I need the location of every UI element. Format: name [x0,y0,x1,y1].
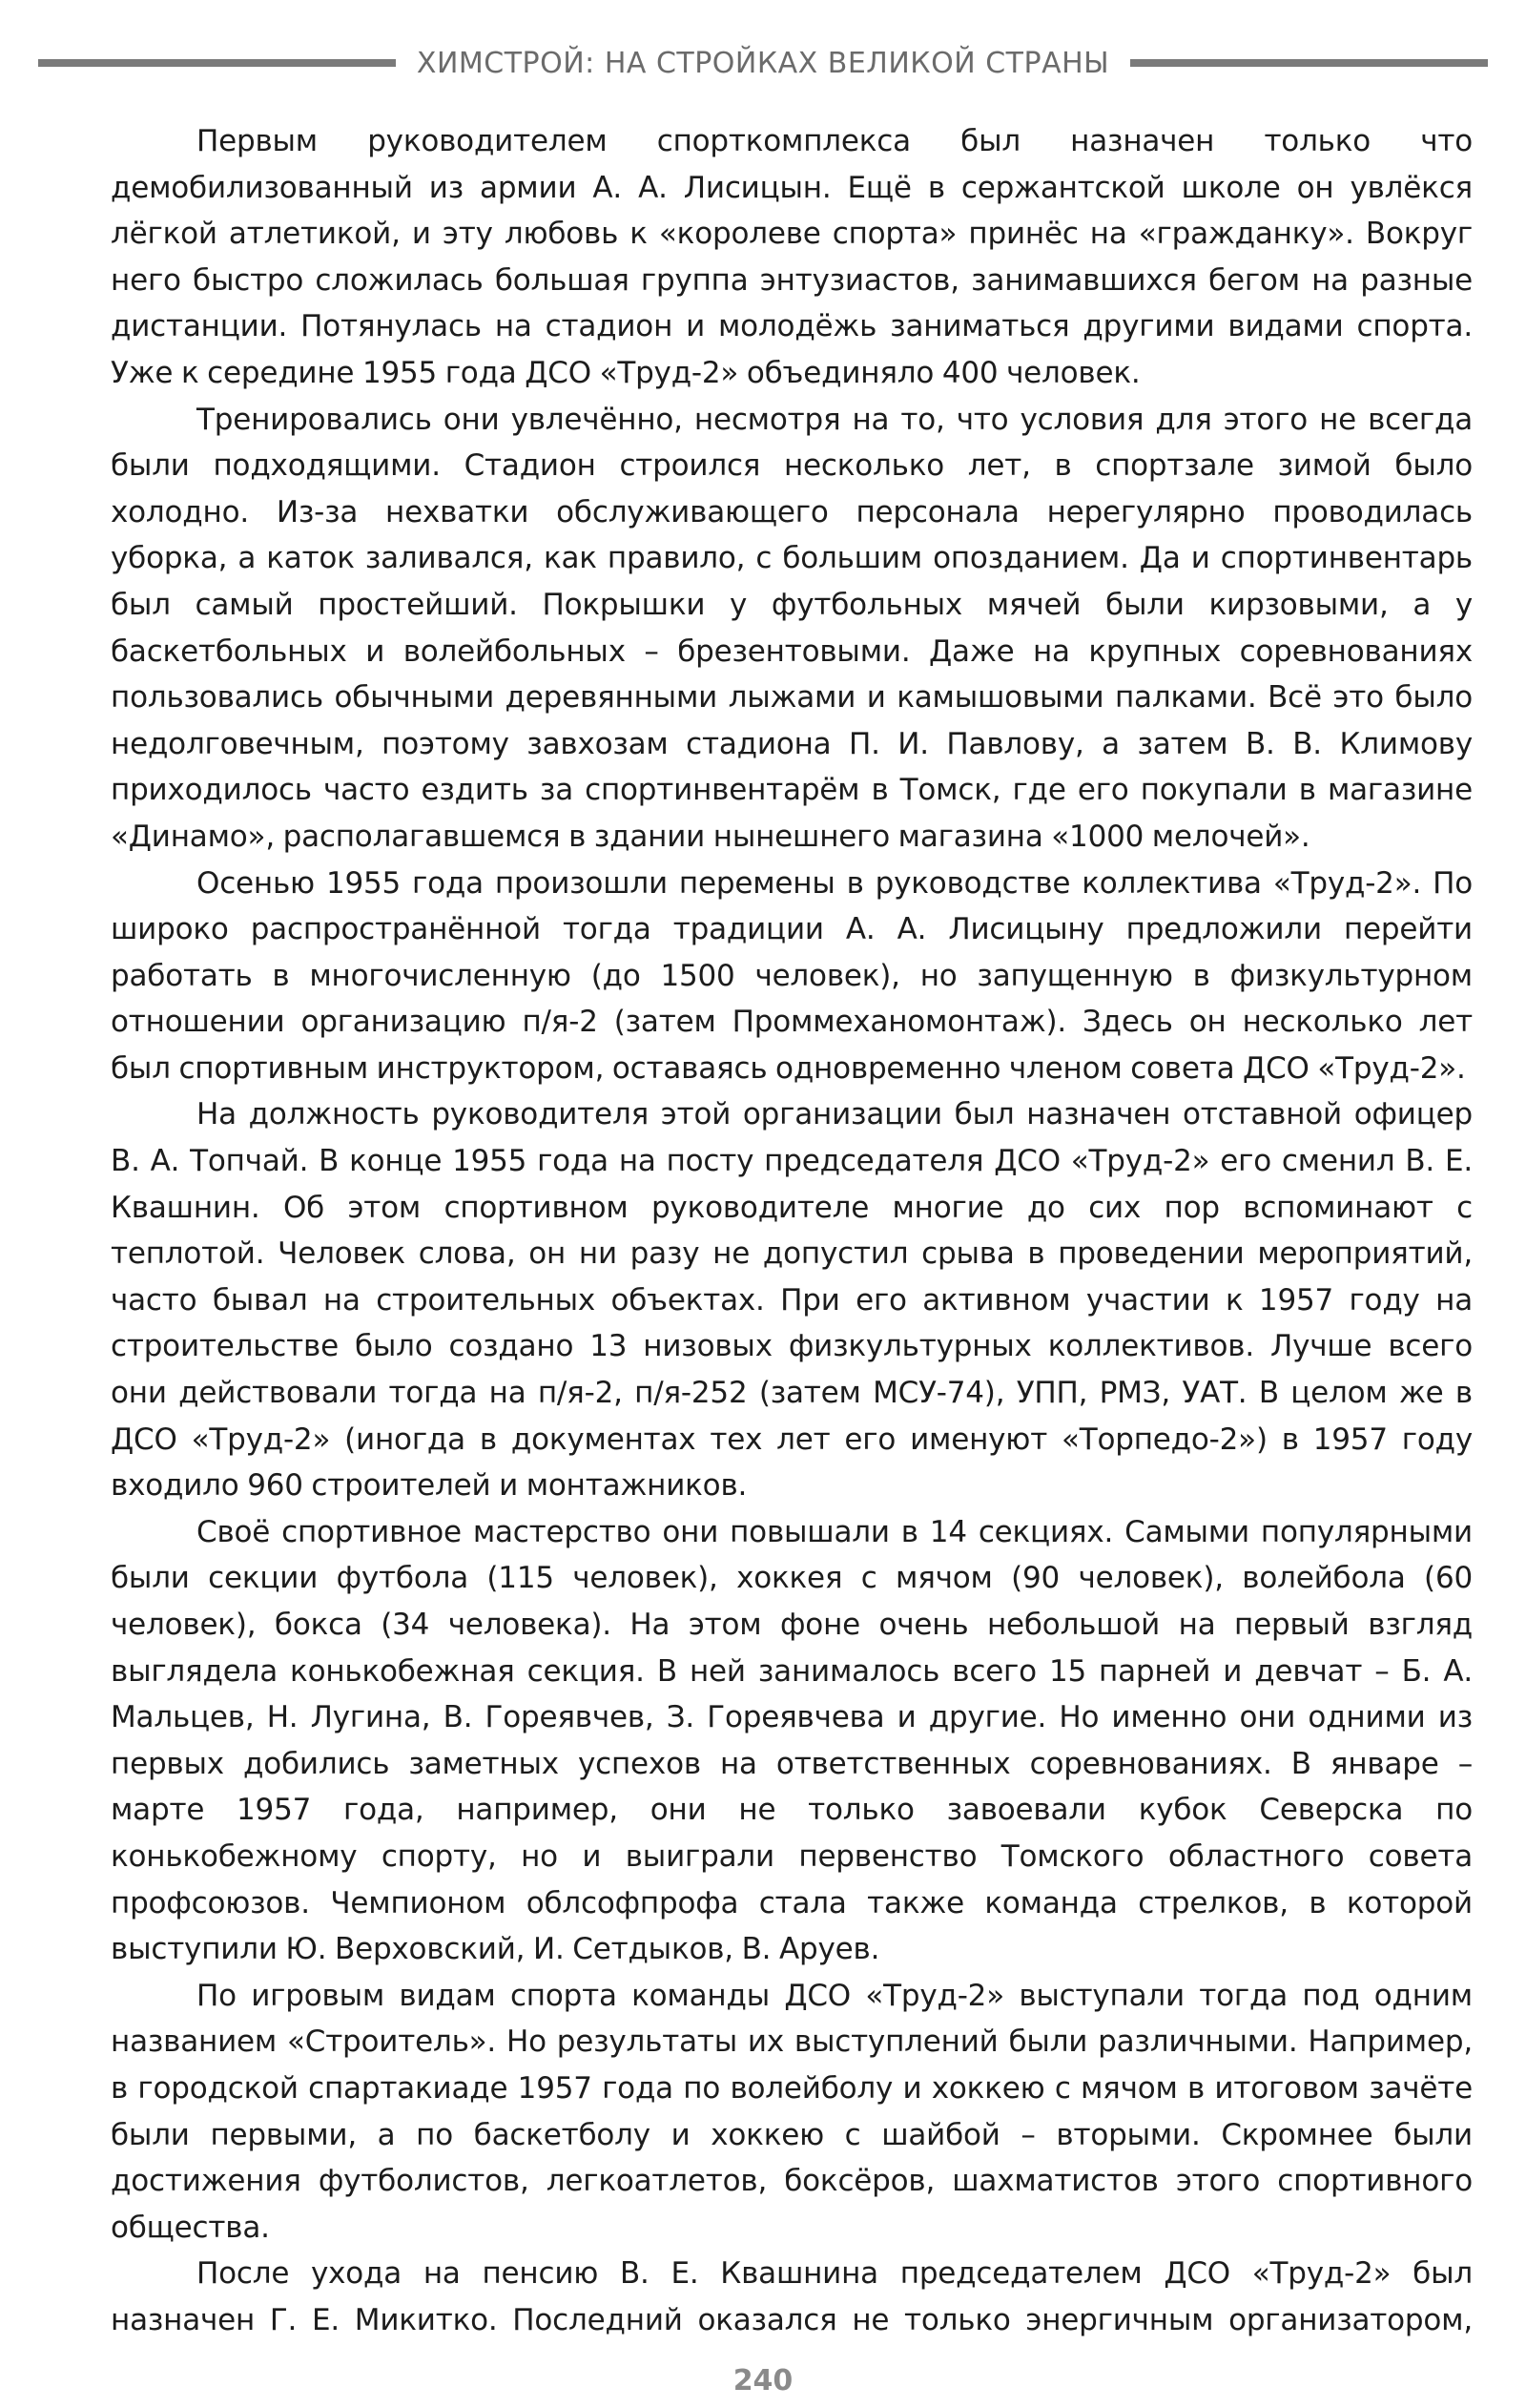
paragraph: Первым руководителем спорткомплекса был назначен только что демобилизованный из армии А. А. Лисицын. Ещё в сержантской школе он увлёкся лёгкой атлетикой, и эту любовь к «королеве спорта» принёс на «гражданку». Вокруг него быстро сложилась большая группа энтузиастов, занимавшихся бегом на разные дистанции. Потянулась на стадион и молодёжь заниматься другими видами спорта. Уже к середине 1955 года ДСО «Труд-2» объединяло 400 человек. [111,124,1473,390]
header-rule-left [38,59,396,67]
paragraph: Своё спортивное мастерство они повышали в 14 секциях. Самыми популярными были секции футбола (115 человек), хоккея с мячом (90 человек), волейбола (60 человек), бокса (34 человека). На этом фоне очень небольшой на первый взгляд выглядела конькобежная секция. В ней занималось всего 15 парней и девчат – Б. А. Мальцев, Н. Лугина, В. Гореявчев, З. Гореявчева и другие. Но именно они одними из первых добились заметных успехов на ответственных соревнованиях. В январе – марте 1957 года, например, они не только завоевали кубок Северска по конькобежному спорту, но и выиграли первенство Томского областного совета профсоюзов. Чемпионом облсофпрофа стала также команда стрелков, в которой выступили Ю. Верховский, И. Сетдыков, В. Аруев. [111,1514,1473,1967]
body-text [111,118,1473,2344]
paragraph: После ухода на пенсию В. Е. Квашнина председателем ДСО «Труд-2» был назначен Г. Е. Микитко. Последний оказался не только энергичным организатором, [111,2256,1473,2337]
paragraph: Осенью 1955 года произошли перемены в руководстве коллектива «Труд-2». По широко распространённой тогда традиции А. А. Лисицыну предложили перейти работать в многочисленную (до 1500 человек), но запущенную в физкультурном отношении организацию п/я-2 (затем Проммеханомонтаж). Здесь он несколько лет был спортивным инструктором, оставаясь одновременно членом совета ДСО «Труд-2». [111,865,1473,1086]
header-rule-right [1130,59,1488,67]
page-number: 240 [732,2364,794,2398]
running-header-title: ХИМСТРОЙ: НА СТРОЙКАХ ВЕЛИКОЙ СТРАНЫ [416,46,1110,80]
paragraph: На должность руководителя этой организации был назначен отставной офицер В. А. Топчай. В конце 1955 года на посту председателя ДСО «Труд-2» его сменил В. Е. Квашнин. Об этом спортивном руководителе многие до сих пор вспоминают с теплотой. Человек слова, он ни разу не допустил срыва в проведении мероприятий, часто бывал на строительных объектах. При его активном участии к 1957 году на строительстве было создано 13 низовых физкультурных коллективов. Лучше всего они действовали тогда на п/я-2, п/я-252 (затем МСУ-74), УПП, РМЗ, УАТ. В целом же в ДСО «Труд-2» (иногда в документах тех лет его именуют «Торпедо-2») в 1957 году входило 960 строителей и монтажников. [111,1097,1473,1504]
paragraph: По игровым видам спорта команды ДСО «Труд-2» выступали тогда под одним названием «Строитель». Но результаты их выступлений были различными. Например, в городской спартакиаде 1957 года по волейболу и хоккею с мячом в итоговом зачёте были первыми, а по баскетболу и хоккею с шайбой – вторыми. Скромнее были достижения футболистов, легкоатлетов, боксёров, шахматистов этого спортивного общества. [111,1978,1473,2245]
paragraph: Тренировались они увлечённо, несмотря на то, что условия для этого не всегда были подходящими. Стадион строился несколько лет, в спортзале зимой было холодно. Из-за нехватки обслуживающего персонала нерегулярно проводилась уборка, а каток заливался, как правило, с большим опозданием. Да и спортинвентарь был самый простейший. Покрышки у футбольных мячей были кирзовыми, а у баскетбольных и волейбольных – брезентовыми. Даже на крупных соревнованиях пользовались обычными деревянными лыжами и камышовыми палками. Всё это было недолговечным, поэтому завхозам стадиона П. И. Павлову, а затем В. В. Климову приходилось часто ездить за спортинвентарём в Томск, где его покупали в магазине «Динамо», располагавшемся в здании нынешнего магазина «1000 мелочей». [111,402,1473,854]
running-header [38,38,1488,88]
